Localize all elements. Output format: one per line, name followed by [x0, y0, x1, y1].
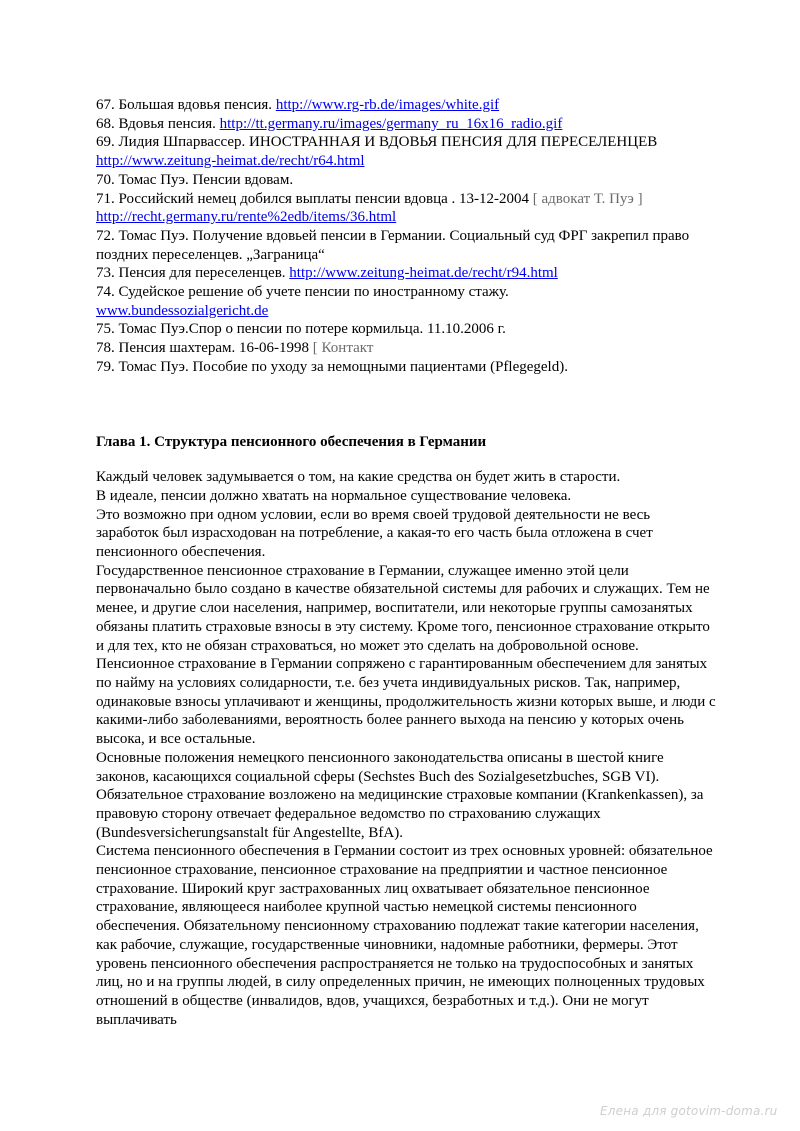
- reference-text: 69. Лидия Шпарвассер. ИНОСТРАННАЯ И ВДОВЬЯ ПЕНСИЯ ДЛЯ ПЕРЕСЕЛЕНЦЕВ: [96, 134, 658, 151]
- reference-text: 74. Судейское решение об учете пенсии по иностранному стажу.: [96, 284, 509, 301]
- paragraph: Государственное пенсионное страхование в Германии, служащее именно этой цели первоначально было создано в качестве обязательной системы для рабочих и служащих. Тем не менее, и другие слои населения, например, воспитатели, или некоторые группы самозанятых обязаны платить страховые взносы в эту систему. Кроме того, пенсионное страхование открыто и для тех, кто не обязан страховаться, но может это сделать на добровольной основе. Пенсионное страхование в Германии сопряжено с гарантированным обеспечением для занятых по найму на условиях солидарности, т.е. без учета индивидуальных рисков. Так, например, одинаковые взносы уплачивают и женщины, продолжительность жизни которых выше, и люди с какими-либо заболеваниями, вероятность более раннего выхода на пенсию у которых очень высока, и все остальные.: [96, 562, 716, 748]
- paragraph: Система пенсионного обеспечения в Германии состоит из трех основных уровней: обязательное пенсионное страхование, пенсионное страхование на предприятии и частное пенсионное страхование. Широкий круг застрахованных лиц охватывает обязательное пенсионное страхование, являющееся наиболее крупной частью немецкой системы пенсионного обеспечения. Обязательному пенсионному страхованию подлежат такие категории населения, как рабочие, служащие, государственные чиновники, надомные работники, фермеры. Этот уровень пенсионного обеспечения распространяется не только на трудоспособных и занятых лиц, но и на группы людей, в силу определенных причин, не имеющих полноценных трудовых отношений в обществе (инвалидов, вдов, учащихся, безработных и т.д.). Они не могут выплачивать: [96, 843, 713, 1028]
- reference-text: 79. Томас Пуэ. Пособие по уходу за немощными пациентами (Pflegegeld).: [96, 358, 568, 375]
- reference-link[interactable]: http://tt.germany.ru/images/germany_ru_16x16_radio.gif: [219, 115, 563, 132]
- chapter-body: [96, 468, 716, 1029]
- reference-text: 68. Вдовья пенсия.: [96, 115, 220, 132]
- reference-text: 75. Томас Пуэ.Спор о пенсии по потере кормильца. 11.10.2006 г.: [96, 321, 506, 338]
- reference-item-75: [96, 320, 716, 339]
- reference-text: 71. Российский немец добился выплаты пенсии вдовца . 13-12-2004: [96, 190, 533, 207]
- paragraph: Каждый человек задумывается о том, на какие средства он будет жить в старости.: [96, 469, 621, 486]
- reference-item-71: [96, 190, 716, 227]
- reference-link[interactable]: http://www.rg-rb.de/images/white.gif: [275, 97, 500, 113]
- reference-list: [96, 96, 716, 377]
- paragraph: В идеале, пенсии должно хватать на нормальное существование человека.: [96, 487, 572, 504]
- reference-item-70: [96, 171, 716, 190]
- reference-note: [ адвокат Т. Пуэ ]: [532, 190, 643, 207]
- reference-text: 70. Томас Пуэ. Пенсии вдовам.: [96, 171, 294, 188]
- reference-link[interactable]: www.bundessozialgericht.de: [96, 302, 269, 319]
- reference-item-79: [96, 358, 716, 377]
- reference-item-72: [96, 227, 716, 264]
- paragraph: Это возможно при одном условии, если во время своей трудовой деятельности не весь заработок был израсходован на потребление, а какая-то его часть была отложена в счет пенсионного обеспечения.: [96, 506, 653, 561]
- reference-text: 78. Пенсия шахтерам. 16-06-1998: [96, 340, 313, 357]
- reference-item-69: [96, 133, 716, 170]
- paragraph: Основные положения немецкого пенсионного законодательства описаны в шестой книге законов, касающихся социальной сферы (Sechstes Buch des Sozialgesetzbuches, SGB VI). Обязательное страхование возложено на медицинские страховые компании (Krankenkassen), за правовую сторону отвечает федеральное ведомство по страхованию служащих (Bundesversicherungsanstalt für Angestellte, BfA).: [96, 749, 704, 841]
- reference-link[interactable]: http://recht.germany.ru/rente%2edb/items/36.html: [96, 209, 397, 226]
- chapter-heading: Глава 1. Структура пенсионного обеспечения в Германии: [96, 433, 487, 450]
- reference-note[interactable]: [ Контакт: [312, 340, 374, 357]
- reference-link[interactable]: http://www.zeitung-heimat.de/recht/r64.html: [96, 153, 365, 170]
- watermark: Елена для gotovim-doma.ru: [600, 1104, 778, 1118]
- reference-item-74: [96, 283, 716, 320]
- reference-text: 67. Большая вдовья пенсия.: [96, 97, 276, 113]
- reference-text: 72. Томас Пуэ. Получение вдовьей пенсии в Германии. Социальный суд ФРГ закрепил право поздних переселенцев. „Заграница“: [96, 227, 690, 263]
- reference-item-68: [96, 115, 716, 134]
- reference-item-67: [96, 96, 716, 115]
- document-page: [96, 96, 716, 1029]
- reference-link[interactable]: http://www.zeitung-heimat.de/recht/r94.html: [289, 265, 558, 282]
- reference-item-78: [96, 339, 716, 358]
- reference-item-73: [96, 264, 716, 283]
- reference-text: 73. Пенсия для переселенцев.: [96, 265, 290, 282]
